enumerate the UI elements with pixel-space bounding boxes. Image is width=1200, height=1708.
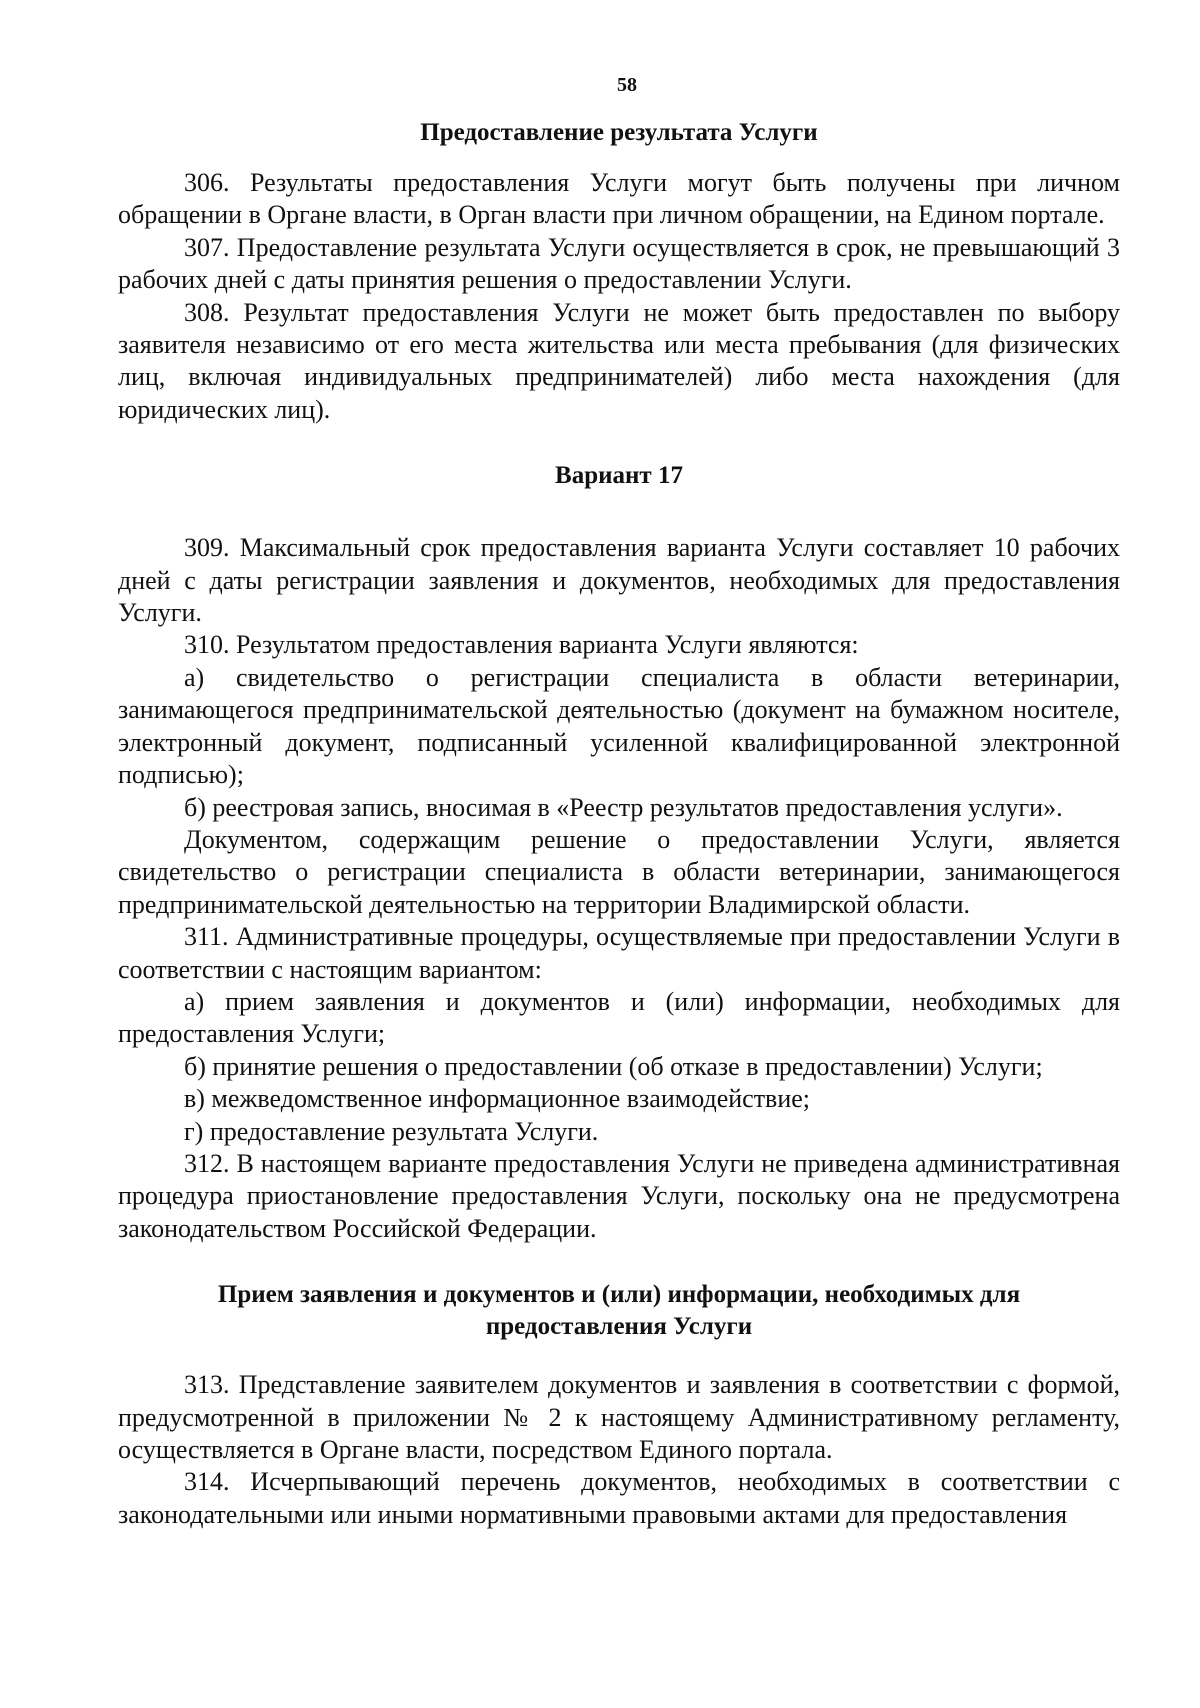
page-number: 58 (617, 74, 637, 96)
paragraph-307: 307. Предоставление результата Услуги осуществляется в срок, не превышающий 3 рабочих дней с даты принятия решения о предоставлении Услуги. (118, 232, 1120, 295)
paragraph-306: 306. Результаты предоставления Услуги могут быть получены при личном обращении в Органе власти, в Орган власти при личном обращении, на Едином портале. (118, 168, 1120, 230)
heading-reception-line-2: предоставления Услуги (485, 1313, 753, 1341)
paragraph-311: 311. Административные процедуры, осуществляемые при предоставлении Услуги в соответствии с настоящим вариантом: (118, 922, 1120, 984)
paragraph-311-d: г) предоставление результата Услуги. (184, 1116, 599, 1146)
paragraph-311-c: в) межведомственное информационное взаимодействие; (184, 1084, 811, 1114)
paragraph-308: 308. Результат предоставления Услуги не может быть предоставлен по выбору заявителя независимо от его места жительства или места пребывания (для физических лиц, включая индивидуальных предпринимателей) либо места нахождения (для юридических лиц). (118, 297, 1120, 424)
paragraph-311-b: б) принятие решения о предоставлении (об отказе в предоставлении) Услуги; (184, 1051, 1043, 1081)
paragraph-312: 312. В настоящем варианте предоставления Услуги не приведена административная процедура приостановление предоставления Услуги, поскольку она не предусмотрена законодательством Российской Федерации. (118, 1148, 1120, 1243)
heading-reception-line-1: Прием заявления и документов и (или) информации, необходимых для (217, 1281, 1021, 1309)
paragraph-311-a: а) прием заявления и документов и (или) информации, необходимых для предоставления Услуги; (118, 986, 1120, 1049)
heading-result: Предоставление результата Услуги (420, 119, 818, 146)
paragraph-314: 314. Исчерпывающий перечень документов, необходимых в соответствии с законодательными или иными нормативными правовыми актами для предоставления (118, 1467, 1120, 1529)
paragraph-313: 313. Представление заявителем документов и заявления в соответствии с формой, предусмотренной в приложении № 2 к настоящему Административному регламенту, осуществляется в Органе власти, посредством Единого портала. (118, 1370, 1120, 1464)
paragraph-310-a: а) свидетельство о регистрации специалиста в области ветеринарии, занимающегося предпринимательской деятельностью (документ на бумажном носителе, электронный документ, подписанный усиленной квалифицированной электронной подписью); (118, 662, 1120, 790)
paragraph-310: 310. Результатом предоставления варианта Услуги являются: (184, 630, 859, 660)
paragraph-310-document: Документом, содержащим решение о предоставлении Услуги, является свидетельство о регистрации специалиста в области ветеринарии, занимающегося предпринимательской деятельностью на территории Владимирской области. (118, 824, 1120, 919)
heading-reception (118, 1279, 1120, 1343)
paragraph-310-b: б) реестровая запись, вносимая в «Реестр результатов предоставления услуги». (184, 792, 1063, 822)
heading-variant: Вариант 17 (555, 462, 683, 490)
paragraph-309: 309. Максимальный срок предоставления варианта Услуги составляет 10 рабочих дней с даты регистрации заявления и документов, необходимых для предоставления Услуги. (118, 533, 1120, 628)
